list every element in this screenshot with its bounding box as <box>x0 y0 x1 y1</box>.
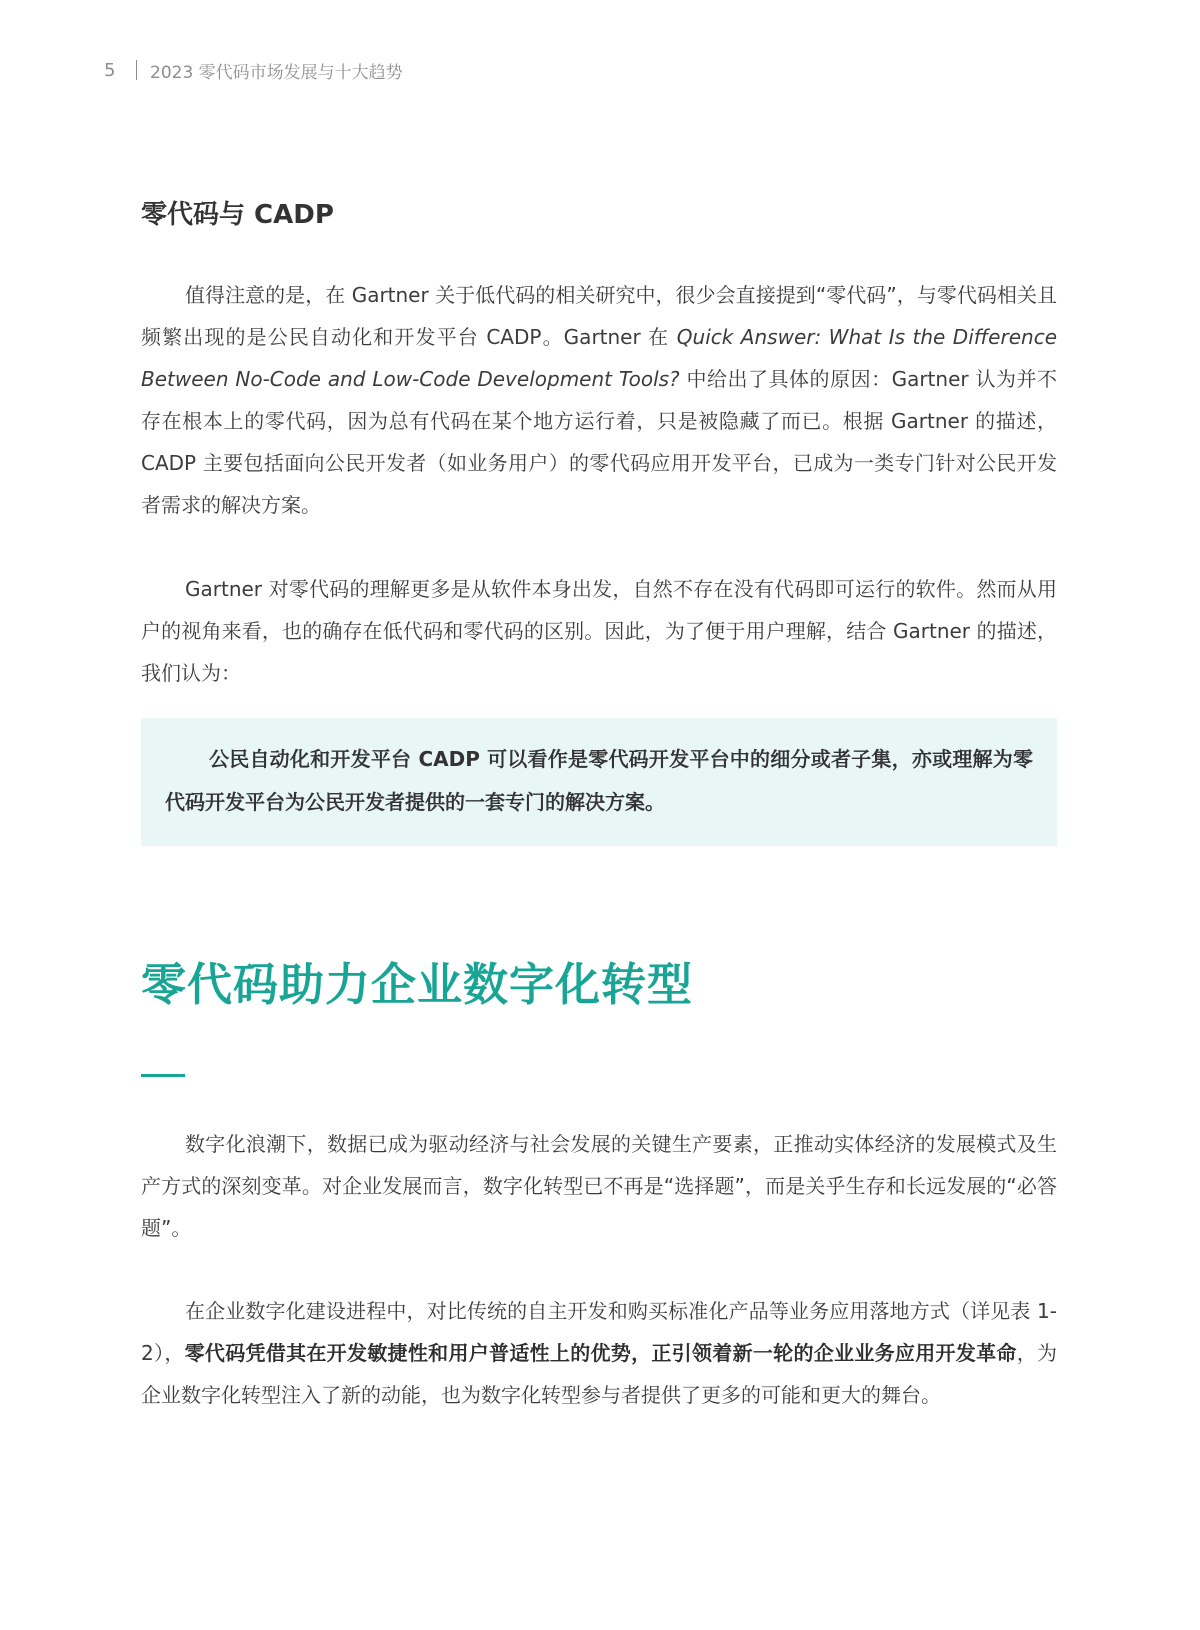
paragraph-text: 值得注意的是，在 Gartner 关于低代码的相关研究中，很少会直接提到“零代码”，与零代码相关且频繁出现的是公民自动化和开发平台 CADP。Gartner 在 <box>141 283 1057 349</box>
page-number: 5 <box>104 59 116 81</box>
main-heading: 零代码助力企业数字化转型 <box>141 958 694 1011</box>
paragraph-digital-wave: 数字化浪潮下，数据已成为驱动经济与社会发展的关键生产要素，正推动实体经济的发展模式及生产方式的深刻变革。对企业发展而言，数字化转型已不再是“选择题”，而是关乎生存和长远发展的“必答题”。 <box>141 1132 1057 1240</box>
callout-box <box>141 718 1057 846</box>
emphasized-text: 零代码凭借其在开发敏捷性和用户普适性上的优势，正引领着新一轮的企业业务应用开发革命 <box>184 1341 1017 1365</box>
heading-accent-bar <box>141 1074 185 1077</box>
section-heading-cadp: 零代码与 CADP <box>141 200 334 230</box>
callout-text: 公民自动化和开发平台 CADP 可以看作是零代码开发平台中的细分或者子集，亦或理解为零代码开发平台为公民开发者提供的一套专门的解决方案。 <box>165 747 1033 814</box>
header-title: 2023 零代码市场发展与十大趋势 <box>150 62 403 83</box>
page-header <box>104 55 403 85</box>
report-title-italic: Quick Answer: What Is the Difference Between No-Code and Low-Code Development Tools? <box>141 325 1057 391</box>
header-divider <box>136 60 137 80</box>
paragraph-gartner-cadp <box>141 274 1057 526</box>
paragraph-no-code-advantage <box>141 1290 1057 1416</box>
paragraph-text: 在企业数字化建设进程中，对比传统的自主开发和购买标准化产品等业务应用落地方式（详见表 1-2）， <box>141 1299 1057 1365</box>
paragraph-text: 中给出了具体的原因：Gartner 认为并不存在根本上的零代码，因为总有代码在某个地方运行着，只是被隐藏了而已。根据 Gartner 的描述，CADP 主要包括面向公民开发者（如业务用户）的零代码应用开发平台，已成为一类专门针对公民开发者需求的解决方案。 <box>141 367 1057 517</box>
paragraph-gartner-understanding: Gartner 对零代码的理解更多是从软件本身出发，自然不存在没有代码即可运行的软件。然而从用户的视角来看，也的确存在低代码和零代码的区别。因此，为了便于用户理解，结合 Gartner 的描述，我们认为： <box>141 577 1057 685</box>
paragraph-text: ，为企业数字化转型注入了新的动能，也为数字化转型参与者提供了更多的可能和更大的舞台。 <box>141 1341 1057 1407</box>
